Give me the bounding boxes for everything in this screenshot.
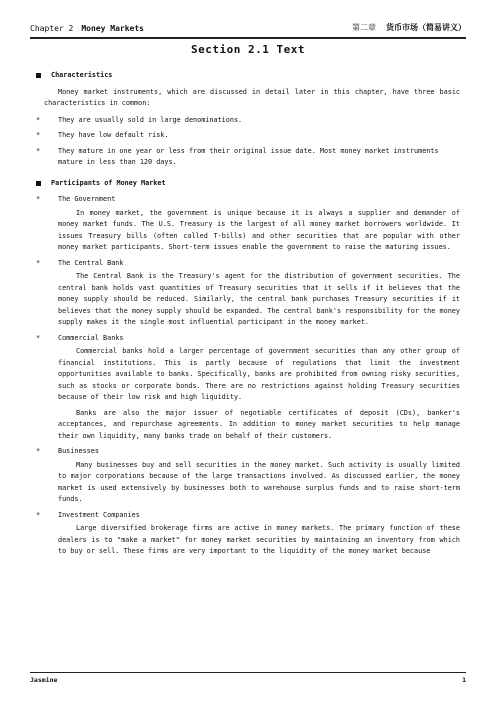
participant-body: Many businesses buy and sell securities in the money market. Such activity is usually limited to major corporations because of the large transactions involved. As discussed earlier, the money market is used extensively by businesses both to warehouse surplus funds and to raise short-term funds.: [58, 460, 460, 503]
participants-heading-text: Participants of Money Market: [51, 178, 166, 187]
participant-name: Businesses: [58, 447, 99, 455]
list-item: [36, 130, 460, 142]
asterisk-icon: *: [36, 258, 41, 267]
asterisk-icon: *: [36, 146, 41, 155]
page-content: [36, 70, 460, 562]
participant-name: Commercial Banks: [58, 333, 124, 342]
characteristics-heading: [36, 70, 460, 82]
square-bullet-icon: [36, 73, 41, 78]
participant-body: Large diversified brokerage firms are active in money markets. The primary function of these dealers is to "make a market" for money market securities by maintaining an inventory from which to buy or sell. These firms are very important to the liquidity of the money market because: [58, 524, 460, 555]
participant-body: The Central Bank is the Treasury's agent for the distribution of government securities. The central bank holds vast quantities of Treasury securities that it sells if it believes that the money supply should be reduced. Similarly, the central bank purchases Treasury securities if it believes that the money supply should be expanded. The central bank's responsibility for the money supply makes it the single most influential participant in the money market.: [58, 272, 460, 326]
square-bullet-icon: [36, 181, 41, 186]
chapter-label: Chapter 2: [30, 24, 74, 33]
participant-body: In money market, the government is unique because it is always a supplier and demander of money market funds. The U.S. Treasury is the largest of all money market borrowers worldwide. It issues Treasury bills (often called T-bills) and other securities that are popular with other money market participants. Short-term issues enable the government to raise the maturing issues.: [58, 208, 460, 251]
asterisk-icon: *: [36, 195, 41, 203]
characteristics-intro: Money market instruments, which are discussed in detail later in this chapter, have three basic characteristics in common:: [44, 87, 460, 107]
header-left: [30, 24, 144, 33]
section-title: Section 2.1 Text: [191, 43, 305, 56]
list-item: [36, 146, 460, 169]
page-header: [30, 22, 466, 39]
asterisk-icon: *: [36, 115, 41, 124]
participant-name: The Central Bank: [58, 258, 124, 267]
participant-body: Commercial banks hold a larger percentage of government securities than any other group of financial institutions. This is partly because of regulations that limit the investment opportunities available to banks. Specifically, banks are prohibited from owning risky securities, such as stocks or corporate bonds. There are no restrictions against holding Treasury securities because of their low risk and high liquidity.: [58, 347, 460, 401]
list-item-text: They have low default risk.: [58, 131, 169, 139]
page-footer: [30, 672, 466, 684]
list-item: [36, 115, 460, 127]
list-item-text: They mature in one year or less from their original issue date. Most money market instruments mature in less than 120 days.: [58, 146, 439, 166]
header-right: [352, 22, 466, 33]
participant-government: [36, 194, 460, 206]
subject-label: Money Markets: [81, 24, 144, 33]
asterisk-icon: *: [36, 333, 41, 342]
participants-heading: [36, 178, 460, 190]
asterisk-icon: *: [36, 510, 41, 519]
list-item-text: They are usually sold in large denominations.: [58, 115, 243, 124]
asterisk-icon: *: [36, 447, 41, 455]
asterisk-icon: *: [36, 131, 41, 139]
participant-businesses: [36, 446, 460, 458]
participant-central-bank: [36, 258, 460, 270]
participant-investment-companies: [36, 510, 460, 522]
footer-author: Jasmine: [30, 676, 58, 684]
participant-name: Investment Companies: [58, 510, 140, 519]
participant-name: The Government: [58, 195, 116, 203]
participant-body: Banks are also the major issuer of negotiable certificates of deposit (CDs), banker's acceptances, and repurchase agreements. In addition to money market securities to help manage their own liquidity, many banks trade on behalf of their customers.: [58, 408, 460, 440]
subject-label-cn: 货币市场（简易讲义）: [386, 23, 466, 32]
page-number: 1: [462, 676, 466, 684]
participant-commercial-banks: [36, 333, 460, 345]
characteristics-heading-text: Characteristics: [51, 71, 113, 79]
chapter-label-cn: 第二章: [352, 23, 376, 32]
